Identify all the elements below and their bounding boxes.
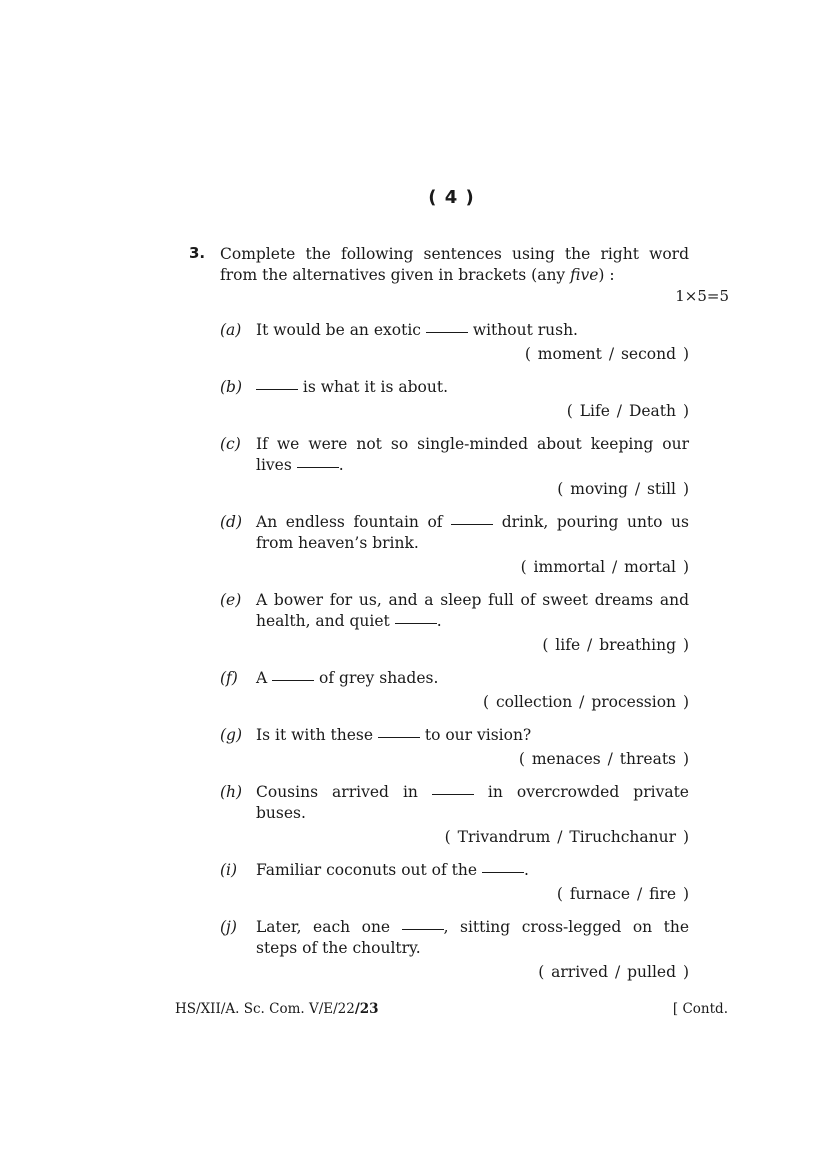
question-instruction [220, 244, 689, 286]
paper-code [175, 1001, 379, 1017]
item-sentence [256, 860, 689, 881]
instruction-emphasis: five [570, 266, 599, 284]
item-label: (d) [220, 513, 243, 531]
item-options: ( moving / still ) [557, 480, 689, 498]
item-a [220, 320, 729, 365]
sentence-before: Cousins arrived in [256, 783, 432, 801]
answer-blank [395, 622, 437, 624]
item-sentence [256, 590, 689, 632]
question-header [189, 244, 729, 286]
item-options: ( life / breathing ) [542, 636, 689, 654]
item-label: (j) [220, 918, 237, 936]
answer-blank [297, 466, 339, 468]
item-f [220, 668, 729, 713]
item-label: (f) [220, 669, 238, 687]
sentence-after: of grey shades. [314, 669, 439, 687]
sentence-after: drink, pouring unto us from heaven’s brink. [256, 513, 689, 552]
answer-blank [256, 388, 298, 390]
sentence-before: Familiar coconuts out of the [256, 861, 482, 879]
question-marks: 1×5=5 [675, 287, 729, 305]
item-label: (i) [220, 861, 238, 879]
item-sentence [256, 512, 689, 554]
sentence-after: to our vision? [419, 726, 532, 744]
question-number: 3. [189, 244, 206, 262]
answer-blank [426, 331, 468, 333]
item-label: (c) [220, 435, 241, 453]
sentence-before: It would be an exotic [256, 321, 426, 339]
sentence-after: without rush. [467, 321, 578, 339]
page-number: ( 4 ) [428, 187, 475, 208]
answer-blank [451, 523, 493, 525]
question-3 [189, 244, 729, 983]
item-label: (e) [220, 591, 242, 609]
paper-code-prefix: HS/XII/A. Sc. Com. V/E/22 [175, 1001, 355, 1017]
item-sentence [256, 725, 689, 746]
item-sentence [256, 917, 689, 959]
answer-blank [482, 871, 524, 873]
sentence-after: . [436, 612, 442, 630]
item-label: (h) [220, 783, 243, 801]
item-i [220, 860, 729, 905]
item-label: (a) [220, 321, 242, 339]
sentence-after: in overcrowded private buses. [256, 783, 689, 822]
item-options: ( Life / Death ) [566, 402, 689, 420]
item-options: ( collection / procession ) [482, 693, 689, 711]
item-g [220, 725, 729, 770]
item-options: ( arrived / pulled ) [538, 963, 689, 981]
instruction-text-after: ) : [598, 266, 615, 284]
instruction-text-before: Complete the following sentences using the right word from the alternatives given in brackets (any [220, 245, 689, 284]
item-sentence [256, 782, 689, 824]
item-options: ( moment / second ) [524, 345, 689, 363]
item-c [220, 434, 729, 500]
item-b [220, 377, 729, 422]
paper-code-suffix: /23 [354, 1001, 379, 1017]
answer-blank [432, 793, 474, 795]
sentence-before: If we were not so single-minded about keeping our lives [256, 435, 689, 474]
sentence-before: Later, each one [256, 918, 402, 936]
sentence-before: Is it with these [256, 726, 378, 744]
item-options: ( immortal / mortal ) [520, 558, 689, 576]
item-sentence [256, 377, 689, 398]
item-options: ( furnace / fire ) [556, 885, 689, 903]
item-j [220, 917, 729, 983]
answer-blank [378, 736, 420, 738]
contd-label: [ Contd. [672, 1001, 728, 1017]
sentence-after: . [523, 861, 529, 879]
item-options: ( menaces / threats ) [518, 750, 689, 768]
item-label: (g) [220, 726, 243, 744]
sentence-after: is what it is about. [298, 378, 448, 396]
item-e [220, 590, 729, 656]
answer-blank [272, 679, 314, 681]
sentence-after: , sitting cross-legged on the steps of the choultry. [256, 918, 689, 957]
item-label: (b) [220, 378, 243, 396]
question-items [189, 320, 729, 983]
sentence-before: A bower for us, and a sleep full of sweet dreams and health, and quiet [256, 591, 689, 630]
item-sentence [256, 320, 689, 341]
item-sentence [256, 434, 689, 476]
answer-blank [402, 928, 444, 930]
sentence-before: A [256, 669, 273, 687]
sentence-after: . [338, 456, 344, 474]
item-h [220, 782, 729, 848]
item-options: ( Trivandrum / Tiruchchanur ) [444, 828, 689, 846]
item-sentence [256, 668, 689, 689]
item-d [220, 512, 729, 578]
sentence-before: An endless fountain of [256, 513, 452, 531]
